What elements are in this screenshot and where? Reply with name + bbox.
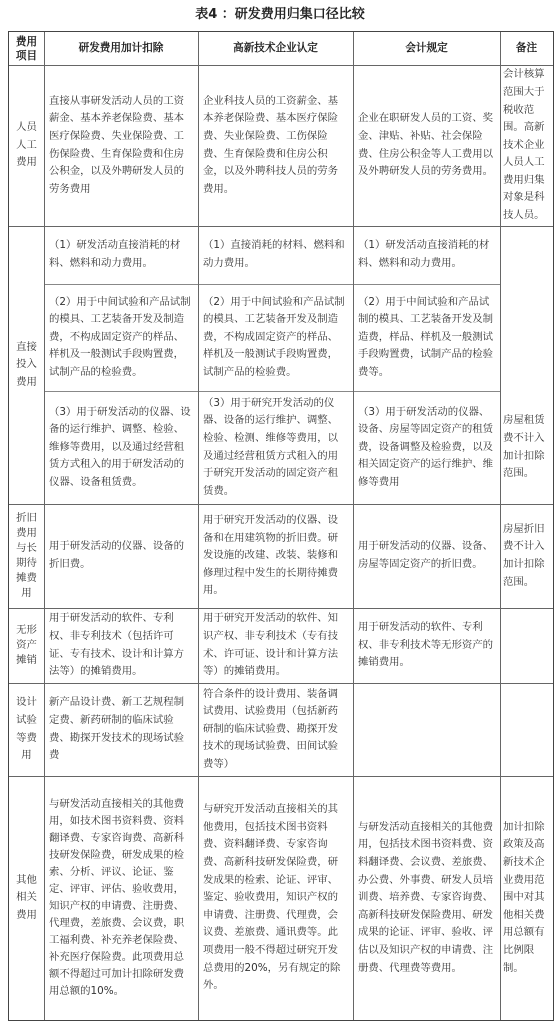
direct-a-deduction: （1）研发活动直接消耗的材料、燃料和动力费用。 — [49, 239, 181, 269]
row-label-direct: 直接投入费用 — [16, 340, 37, 388]
depreciation-deduction: 用于研发活动的仪器、设备的折旧费。 — [49, 540, 185, 570]
direct-c-accounting: （3）用于研发活动的仪器、设备、房屋等固定资产的租赁费，设备调整及检验费，以及相关固定资产的运行维护、维修等费用 — [358, 405, 494, 488]
design-deduction: 新产品设计费、新工艺规程制定费、新药研制的临床试验费、勘探开发技术的现场试验费 — [49, 696, 185, 762]
row-label-design: 设计试验等费用 — [16, 696, 37, 762]
header-accounting: 会计规定 — [405, 41, 448, 54]
intangible-remarks — [500, 608, 553, 683]
direct-c-hightech: （3）用于研究开发活动的仪器、设备的运行维护、调整、检验、检测、维修等费用，以及通过经营租赁方式租入的用于研究开发活动的固定资产租赁费。 — [203, 396, 339, 497]
header-remarks: 备注 — [515, 41, 538, 54]
row-label-depreciation: 折旧费用与长期待摊费用 — [16, 512, 37, 599]
header-deduction: 研发费用加计扣除 — [78, 41, 164, 54]
table-title: 表4 ：研发费用归集口径比较 — [195, 7, 365, 22]
header-hightech: 高新技术企业认定 — [233, 41, 318, 54]
header-item: 费用项目 — [15, 35, 38, 62]
design-accounting — [353, 683, 500, 776]
direct-b-hightech: （2）用于中间试验和产品试制的模具、工艺装备开发及制造费，不构成固定资产的样品、样机及一般测试手段购置费，试制产品的检验费。 — [203, 295, 345, 378]
intangible-hightech: 用于研究开发活动的软件、知识产权、非专利技术（专有技术、许可证、设计和计算方法等）的摊销费用。 — [203, 612, 339, 678]
row-label-intangible: 无形资产摊销 — [16, 624, 37, 666]
direct-a-hightech: （1）直接消耗的材料、燃料和动力费用。 — [203, 239, 345, 269]
design-hightech: 符合条件的设计费用、装备调试费用、试验费用（包括新药研制的临床试验费、勘探开发技术的现场试验费、田间试验费等） — [203, 687, 339, 770]
personnel-accounting: 企业在职研发人员的工资、奖金、津贴、补贴、社会保险费、住房公积金等人工费用以及外聘研发人员的劳务费用。 — [358, 112, 494, 178]
row-label-other: 其他相关费用 — [16, 873, 37, 921]
direct-c-deduction: （3）用于研发活动的仪器、设备的运行维护、调整、检验、维修等费用，以及通过经营租赁方式租入的用于研发活动的仪器、设备租赁费。 — [49, 405, 191, 488]
personnel-remarks: 会计核算范围大于税收范围。高新技术企业人员人工费用归集对象是科技人员。 — [503, 68, 545, 222]
row-label-personnel: 人员人工费用 — [16, 121, 37, 169]
intangible-deduction: 用于研发活动的软件、专利权、非专利技术（包括许可证、专有技术、设计和计算方法等）的摊销费用。 — [49, 612, 185, 678]
direct-a-accounting: （1）研发活动直接消耗的材料、燃料和动力费用。 — [358, 239, 490, 269]
direct-b-deduction: （2）用于中间试验和产品试制的模具、工艺装备开发及制造费，不构成固定资产的样品、样机及一般测试手段购置费，试制产品的检验费。 — [49, 295, 191, 378]
depreciation-hightech: 用于研究开发活动的仪器、设备和在用建筑物的折旧费。研发设施的改建、改装、装修和修理过程中发生的长期待摊费用。 — [203, 514, 339, 597]
comparison-table — [8, 31, 554, 1021]
direct-b-accounting: （2）用于中间试验和产品试制的模具、工艺装备开发及制造费，样品、样机及一般测试手段购置费，试制产品的检验费等。 — [358, 295, 494, 378]
other-accounting: 与研发活动直接相关的其他费用，包括技术图书资料费、资料翻译费、会议费、差旅费、办公费、外事费、研发人员培训费、培养费、专家咨询费、高新科技研发保险费用、研发成果的论证、评审、验收、评估以及知识产权的申请费、注册费、代理费等费用。 — [358, 820, 494, 974]
design-remarks — [500, 683, 553, 776]
other-remarks: 加计扣除政策及高新技术企业费用范围中对其他相关费用总额有比例限制。 — [503, 820, 545, 974]
personnel-hightech: 企业科技人员的工资薪金、基本养老保险费、基本医疗保险费、失业保险费、工伤保险费、生育保险费和住房公积金，以及外聘科技人员的劳务费用。 — [203, 94, 339, 195]
other-hightech: 与研究开发活动直接相关的其他费用，包括技术图书资料费、资料翻译费、专家咨询费、高新科技研发保险费，研发成果的检索、论证、评审、鉴定、验收费用，知识产权的申请费、注册费、代理费，会议费、差旅费、通讯费等。此项费用一般不得超过研究开发总费用的20%，另有规定的除外。 — [203, 803, 341, 992]
depreciation-accounting: 用于研发活动的仪器、设备、房屋等固定资产的折旧费。 — [358, 540, 494, 570]
direct-remarks: 房屋租赁费不计入加计扣除范围。 — [503, 414, 545, 480]
depreciation-remarks: 房屋折旧费不计入加计扣除范围。 — [503, 522, 545, 588]
intangible-accounting: 用于研发活动的软件、专利权、非专利技术等无形资产的摊销费用。 — [358, 621, 494, 669]
personnel-deduction: 直接从事研发活动人员的工资薪金、基本养老保险费、基本医疗保险费、失业保险费、工伤保险费、生育保险费和住房公积金，以及外聘研发人员的劳务费用 — [49, 94, 185, 195]
other-deduction: 与研发活动直接相关的其他费用，如技术图书资料费、资料翻译费、专家咨询费、高新科技研发保险费，研发成果的检索、分析、评议、论证、鉴定、评审、评估、验收费用，知识产权的申请费、注册费、代理费，差旅费、会议费，职工福利费、补充养老保险费、补充医疗保险费。此项费用总额不得超过可加计扣除研发费用总额的10%。 — [49, 798, 185, 997]
